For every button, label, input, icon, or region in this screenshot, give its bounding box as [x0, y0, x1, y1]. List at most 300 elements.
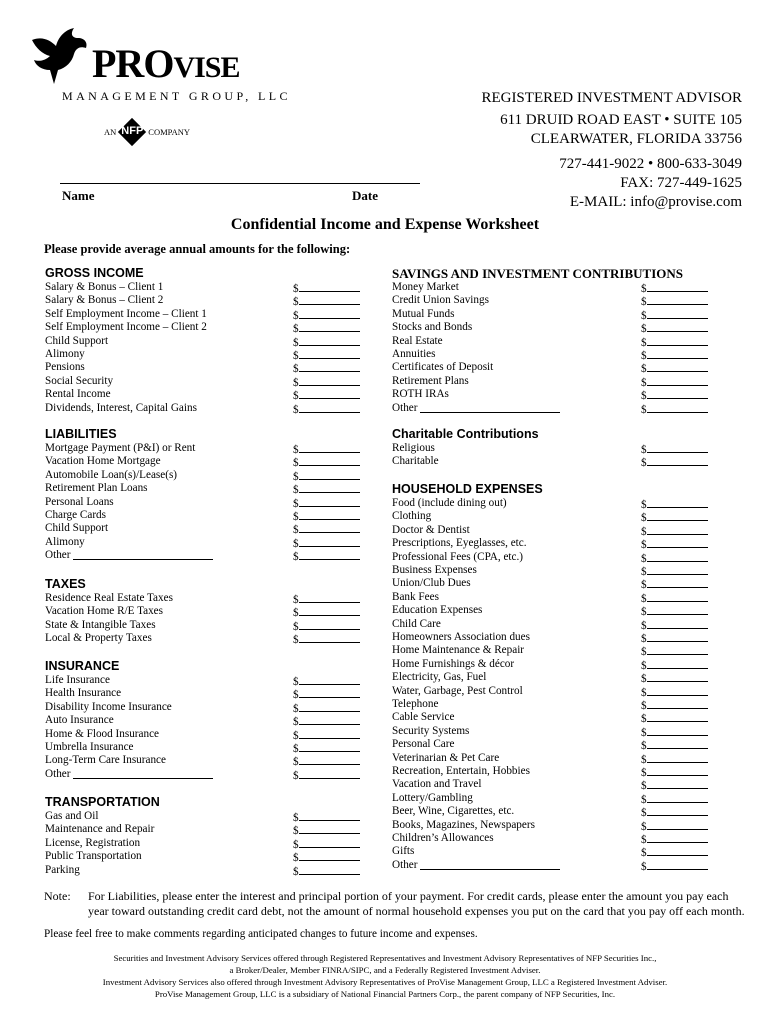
row-label: ROTH IRAs: [392, 388, 449, 401]
instruction-text: Please provide average annual amounts for the following:: [44, 242, 351, 256]
amount-input-line[interactable]: [299, 810, 360, 821]
amount-input-line[interactable]: [299, 850, 360, 861]
row-label: Cable Service: [392, 711, 455, 724]
worksheet-row: [392, 685, 711, 698]
amount-input-line[interactable]: [647, 524, 708, 535]
nfp-company-badge: [104, 119, 190, 145]
amount-input-line[interactable]: [299, 674, 360, 685]
currency-symbol: $: [641, 793, 647, 806]
worksheet-row: [45, 823, 363, 836]
worksheet-row: [392, 510, 711, 523]
worksheet-row: [392, 644, 711, 657]
amount-input-line[interactable]: [299, 864, 360, 875]
section-title: GROSS INCOME: [45, 266, 144, 280]
note-text: For Liabilities, please enter the interest and principal portion of your payment. For credit cards, please enter the amount you pay each year toward outstanding credit card debt, not the amount of normal household expenses you put on the card that you pay off each month.: [88, 889, 745, 918]
amount-input-line[interactable]: [299, 335, 360, 346]
worksheet-row: [45, 522, 363, 535]
worksheet-row: [392, 348, 711, 361]
row-label: Automobile Loan(s)/Lease(s): [45, 468, 178, 481]
brand-wordmark: PROVISE: [92, 41, 240, 86]
currency-symbol: $: [641, 390, 647, 403]
amount-input-line[interactable]: [647, 819, 708, 830]
worksheet-row: [45, 388, 363, 401]
worksheet-row: [45, 469, 363, 482]
currency-symbol: $: [293, 497, 299, 510]
worksheet-row: [45, 536, 363, 549]
other-write-in-line[interactable]: [420, 402, 560, 413]
currency-symbol: $: [293, 323, 299, 336]
currency-symbol: $: [293, 676, 299, 688]
worksheet-row: [45, 592, 363, 605]
amount-input-line[interactable]: [647, 845, 708, 856]
currency-symbol: $: [641, 713, 647, 726]
nfp-logo-icon: NFP: [119, 119, 145, 145]
section-title: TRANSPORTATION: [45, 795, 160, 809]
currency-symbol: $: [641, 444, 647, 456]
worksheet-row: [392, 752, 711, 765]
row-label: Bank Fees: [392, 590, 439, 603]
currency-symbol: $: [293, 524, 299, 537]
amount-input-line[interactable]: [299, 728, 360, 739]
worksheet-row: [392, 738, 711, 751]
row-label: Business Expenses: [392, 564, 477, 576]
worksheet-row: [392, 308, 711, 321]
footer-line: Securities and Investment Advisory Services offered through Registered Representatives and Investment Advisory Representatives of NFP Securities Inc.,: [113, 953, 657, 963]
row-label: Security Systems: [392, 724, 470, 737]
currency-symbol: $: [293, 470, 299, 483]
amount-input-line[interactable]: [299, 632, 360, 643]
amount-input-line[interactable]: [299, 605, 360, 616]
currency-symbol: $: [641, 499, 647, 511]
amount-input-line[interactable]: [299, 294, 360, 305]
currency-symbol: $: [641, 323, 647, 336]
currency-symbol: $: [293, 551, 299, 564]
amount-input-line[interactable]: [647, 442, 708, 453]
row-label: Local & Property Taxes: [45, 632, 152, 645]
nfp-suffix: COMPANY: [148, 127, 191, 137]
currency-symbol: $: [641, 363, 647, 376]
row-label: Union/Club Dues: [392, 577, 471, 590]
currency-symbol: $: [293, 769, 299, 782]
worksheet-row: [392, 361, 711, 374]
worksheet-row: [392, 631, 711, 644]
footer-line: a Broker/Dealer, Member FINRA/SIPC, and a Federally Registered Investment Adviser.: [229, 965, 541, 975]
worksheet-row: [45, 335, 363, 348]
currency-symbol: $: [293, 607, 299, 620]
amount-input-line[interactable]: [647, 685, 708, 696]
row-label: Long-Term Care Insurance: [45, 754, 166, 767]
worksheet-row: [392, 711, 711, 724]
worksheet-row: [392, 455, 711, 468]
worksheet-row: [45, 754, 363, 767]
currency-symbol: $: [293, 729, 299, 742]
amount-input-line[interactable]: [647, 711, 708, 722]
worksheet-row: [45, 281, 363, 294]
row-label: Gifts: [392, 845, 415, 858]
currency-symbol: $: [293, 865, 299, 878]
worksheet-row: [45, 864, 363, 877]
amount-input-line[interactable]: [299, 714, 360, 725]
amount-input-line[interactable]: [299, 469, 360, 480]
row-label: Veterinarian & Pet Care: [392, 751, 500, 764]
amount-input-line[interactable]: [299, 754, 360, 765]
worksheet-row: [45, 837, 363, 850]
worksheet-title: Confidential Income and Expense Worksheet: [230, 216, 540, 233]
currency-symbol: $: [641, 767, 647, 779]
worksheet-row: [45, 768, 363, 781]
phone-numbers: 727-441-9022 • 800-633-3049: [559, 156, 742, 172]
worksheet-row: [392, 294, 711, 307]
row-label: Personal Loans: [45, 495, 114, 508]
row-label: License, Registration: [45, 836, 141, 849]
currency-symbol: $: [293, 852, 299, 865]
worksheet-row: [45, 810, 363, 823]
currency-symbol: $: [641, 659, 647, 672]
amount-input-line[interactable]: [647, 631, 708, 642]
currency-symbol: $: [641, 673, 647, 686]
worksheet-row: [45, 294, 363, 307]
advisor-type: REGISTERED INVESTMENT ADVISOR: [481, 90, 742, 106]
amount-input-line[interactable]: [299, 496, 360, 507]
currency-symbol: $: [293, 511, 299, 523]
worksheet-row: [45, 348, 363, 361]
amount-field[interactable]: [293, 549, 360, 564]
amount-input-line[interactable]: [647, 725, 708, 736]
amount-input-line[interactable]: [647, 577, 708, 588]
row-label: Dividends, Interest, Capital Gains: [45, 401, 197, 414]
amount-input-line[interactable]: [299, 455, 360, 466]
currency-symbol: $: [293, 838, 299, 851]
worksheet-row: [45, 455, 363, 468]
row-label: Other: [392, 401, 418, 414]
amount-input-line[interactable]: [647, 388, 708, 399]
row-label: Personal Care: [392, 738, 455, 751]
amount-input-line[interactable]: [647, 644, 708, 655]
other-write-in-line[interactable]: [420, 859, 560, 870]
amount-input-line[interactable]: [299, 321, 360, 332]
amount-input-line[interactable]: [647, 591, 708, 602]
currency-symbol: $: [293, 336, 299, 349]
row-label: Water, Garbage, Pest Control: [392, 684, 523, 697]
row-label: Stocks and Bonds: [392, 321, 473, 334]
amount-input-line[interactable]: [299, 768, 360, 779]
worksheet-row: [392, 281, 711, 294]
amount-input-line[interactable]: [299, 388, 360, 399]
amount-field[interactable]: [641, 402, 708, 417]
amount-input-line[interactable]: [647, 321, 708, 332]
row-label: Social Security: [45, 374, 114, 387]
amount-input-line[interactable]: [647, 281, 708, 292]
amount-input-line[interactable]: [647, 308, 708, 319]
row-label: Homeowners Association dues: [392, 631, 530, 643]
currency-symbol: $: [293, 444, 299, 456]
email-address: E-MAIL: info@provise.com: [569, 194, 742, 210]
other-write-in-line[interactable]: [73, 549, 213, 560]
section-title: INSURANCE: [45, 659, 120, 673]
currency-symbol: $: [641, 283, 647, 295]
worksheet-row: [45, 482, 363, 495]
currency-symbol: $: [641, 336, 647, 349]
worksheet-row: [392, 618, 711, 631]
row-label: State & Intangible Taxes: [45, 618, 156, 631]
amount-input-line[interactable]: [647, 497, 708, 508]
worksheet-row: [45, 714, 363, 727]
amount-input-line[interactable]: [647, 335, 708, 346]
disclosure-footer: [0, 952, 770, 1000]
amount-input-line[interactable]: [299, 701, 360, 712]
row-label: Umbrella Insurance: [45, 741, 134, 753]
row-label: Auto Insurance: [45, 714, 114, 727]
amount-input-line[interactable]: [647, 402, 708, 413]
currency-symbol: $: [641, 309, 647, 322]
currency-symbol: $: [641, 296, 647, 309]
currency-symbol: $: [293, 457, 299, 470]
row-label: Salary & Bonus – Client 1: [45, 281, 164, 293]
amount-input-line[interactable]: [299, 361, 360, 372]
row-label: Home & Flood Insurance: [45, 727, 160, 740]
worksheet-row: [45, 632, 363, 645]
amount-input-line[interactable]: [299, 482, 360, 493]
currency-symbol: $: [641, 740, 647, 753]
section-title: TAXES: [45, 577, 86, 591]
row-label: Clothing: [392, 510, 432, 523]
worksheet-row: [45, 321, 363, 334]
amount-input-line[interactable]: [647, 778, 708, 789]
currency-symbol: $: [293, 634, 299, 647]
row-label: Money Market: [392, 281, 459, 293]
amount-input-line[interactable]: [647, 671, 708, 682]
worksheet-row: [392, 321, 711, 334]
worksheet-row: [45, 605, 363, 618]
amount-input-line[interactable]: [647, 765, 708, 776]
amount-input-line[interactable]: [647, 698, 708, 709]
row-label: Vacation Home R/E Taxes: [45, 605, 164, 618]
currency-symbol: $: [293, 296, 299, 309]
date-label: Date: [352, 188, 378, 203]
currency-symbol: $: [293, 702, 299, 715]
amount-input-line[interactable]: [299, 348, 360, 359]
row-label: Food (include dining out): [392, 497, 507, 509]
row-label: Other: [45, 767, 71, 780]
worksheet-row: [392, 778, 711, 791]
currency-symbol: $: [293, 484, 299, 497]
other-write-in-line[interactable]: [73, 768, 213, 779]
currency-symbol: $: [293, 376, 299, 389]
currency-symbol: $: [293, 594, 299, 606]
worksheet-row: [45, 850, 363, 863]
amount-input-line[interactable]: [647, 348, 708, 359]
amount-input-line[interactable]: [647, 361, 708, 372]
worksheet-row: [392, 375, 711, 388]
currency-symbol: $: [641, 457, 647, 470]
row-label: Life Insurance: [45, 674, 110, 686]
amount-input-line[interactable]: [647, 738, 708, 749]
amount-input-line[interactable]: [647, 805, 708, 816]
currency-symbol: $: [641, 566, 647, 578]
currency-symbol: $: [293, 825, 299, 838]
row-label: Telephone: [392, 698, 439, 710]
section-title: Charitable Contributions: [392, 427, 539, 441]
worksheet-row: [45, 687, 363, 700]
amount-input-line[interactable]: [299, 823, 360, 834]
currency-symbol: $: [641, 646, 647, 659]
amount-field[interactable]: [293, 768, 360, 783]
row-label: Other: [45, 549, 71, 562]
worksheet-row: [392, 832, 711, 845]
amount-field[interactable]: [293, 632, 360, 647]
row-label: Annuities: [392, 348, 436, 360]
row-label: Doctor & Dentist: [392, 523, 470, 536]
worksheet-row: [45, 728, 363, 741]
amount-input-line[interactable]: [299, 549, 360, 560]
address-street: 611 DRUID ROAD EAST • SUITE 105: [500, 112, 742, 128]
amount-input-line[interactable]: [647, 551, 708, 562]
currency-symbol: $: [293, 390, 299, 403]
amount-input-line[interactable]: [647, 658, 708, 669]
amount-input-line[interactable]: [299, 509, 360, 520]
worksheet-row: [45, 361, 363, 374]
currency-symbol: $: [641, 820, 647, 833]
section-title: LIABILITIES: [45, 427, 117, 441]
worksheet-row: [392, 819, 711, 832]
worksheet-row: [392, 805, 711, 818]
currency-symbol: $: [293, 756, 299, 769]
row-label: Gas and Oil: [45, 810, 99, 822]
currency-symbol: $: [641, 592, 647, 605]
worksheet-row: [45, 549, 363, 562]
row-label: Mortgage Payment (P&I) or Rent: [45, 442, 196, 454]
row-label: Alimony: [45, 348, 85, 360]
name-date-field-line[interactable]: [60, 183, 420, 184]
worksheet-row: [392, 671, 711, 684]
amount-field[interactable]: [293, 864, 360, 879]
amount-field[interactable]: [641, 455, 708, 470]
worksheet-row: [392, 497, 711, 510]
row-label: Home Maintenance & Repair: [392, 644, 525, 657]
section-title: HOUSEHOLD EXPENSES: [392, 482, 543, 496]
worksheet-row: [392, 551, 711, 564]
amount-input-line[interactable]: [647, 832, 708, 843]
amount-input-line[interactable]: [299, 837, 360, 848]
amount-input-line[interactable]: [299, 522, 360, 533]
worksheet-row: [45, 509, 363, 522]
amount-input-line[interactable]: [647, 564, 708, 575]
row-label: Religious: [392, 442, 435, 454]
footer-line: Investment Advisory Services also offered through Investment Advisory Representatives of ProVise Management Group, LLC a Registered Investment Adviser.: [102, 977, 668, 987]
row-label: Salary & Bonus – Client 2: [45, 294, 164, 307]
worksheet-row: [45, 442, 363, 455]
currency-symbol: $: [641, 579, 647, 592]
row-label: Other: [392, 858, 418, 871]
worksheet-row: [45, 619, 363, 632]
amount-input-line[interactable]: [299, 741, 360, 752]
row-label: Home Furnishings & décor: [392, 657, 515, 670]
amount-input-line[interactable]: [299, 619, 360, 630]
currency-symbol: $: [293, 812, 299, 824]
amount-input-line[interactable]: [647, 294, 708, 305]
amount-input-line[interactable]: [299, 592, 360, 603]
row-label: Children’s Allowances: [392, 832, 494, 844]
currency-symbol: $: [641, 726, 647, 739]
worksheet-row: [392, 604, 711, 617]
row-label: Retirement Plans: [392, 374, 469, 387]
amount-field[interactable]: [293, 402, 360, 417]
currency-symbol: $: [293, 309, 299, 322]
amount-input-line[interactable]: [647, 859, 708, 870]
row-label: Real Estate: [392, 334, 443, 347]
worksheet-row: [392, 658, 711, 671]
currency-symbol: $: [641, 633, 647, 645]
amount-input-line[interactable]: [647, 375, 708, 386]
row-label: Charge Cards: [45, 509, 107, 521]
currency-symbol: $: [293, 350, 299, 362]
amount-input-line[interactable]: [299, 281, 360, 292]
worksheet-row: [392, 725, 711, 738]
amount-input-line[interactable]: [647, 537, 708, 548]
row-label: Residence Real Estate Taxes: [45, 592, 173, 604]
row-label: Child Care: [392, 617, 441, 630]
worksheet-row: [392, 765, 711, 778]
row-label: Maintenance and Repair: [45, 823, 155, 836]
row-label: Education Expenses: [392, 604, 483, 617]
amount-input-line[interactable]: [299, 687, 360, 698]
worksheet-row: [392, 577, 711, 590]
address-city: CLEARWATER, FLORIDA 33756: [530, 131, 742, 147]
amount-input-line[interactable]: [299, 442, 360, 453]
currency-symbol: $: [293, 716, 299, 729]
currency-symbol: $: [293, 689, 299, 702]
amount-input-line[interactable]: [647, 604, 708, 615]
currency-symbol: $: [641, 552, 647, 565]
currency-symbol: $: [293, 283, 299, 295]
amount-input-line[interactable]: [299, 308, 360, 319]
row-label: Child Support: [45, 522, 109, 535]
amount-input-line[interactable]: [299, 402, 360, 413]
amount-input-line[interactable]: [647, 618, 708, 629]
amount-input-line[interactable]: [647, 752, 708, 763]
worksheet-row: [392, 564, 711, 577]
amount-input-line[interactable]: [299, 536, 360, 547]
row-label: Vacation Home Mortgage: [45, 455, 161, 468]
worksheet-row: [392, 442, 711, 455]
worksheet-row: [392, 524, 711, 537]
row-label: Child Support: [45, 334, 109, 347]
row-label: Professional Fees (CPA, etc.): [392, 550, 524, 563]
row-label: Beer, Wine, Cigarettes, etc.: [392, 805, 515, 818]
amount-input-line[interactable]: [299, 375, 360, 386]
footer-line: ProVise Management Group, LLC is a subsidiary of National Financial Partners Corp., the parent company of NFP Securities, Inc.: [154, 989, 616, 999]
currency-symbol: $: [641, 860, 647, 873]
amount-input-line[interactable]: [647, 510, 708, 521]
currency-symbol: $: [641, 780, 647, 793]
currency-symbol: $: [641, 847, 647, 860]
row-label: Alimony: [45, 535, 85, 548]
firm-contact-block: [481, 89, 742, 212]
row-label: Prescriptions, Eyeglasses, etc.: [392, 537, 527, 550]
currency-symbol: $: [293, 743, 299, 755]
worksheet-row: [45, 375, 363, 388]
row-label: Self Employment Income – Client 2: [45, 321, 207, 334]
worksheet-row: [392, 591, 711, 604]
worksheet-row: [392, 537, 711, 550]
row-label: Vacation and Travel: [392, 778, 482, 791]
name-label: Name: [62, 188, 95, 203]
worksheet-row: [392, 698, 711, 711]
amount-input-line[interactable]: [647, 455, 708, 466]
amount-input-line[interactable]: [647, 792, 708, 803]
amount-field[interactable]: [641, 859, 708, 874]
row-label: Public Transportation: [45, 850, 142, 863]
